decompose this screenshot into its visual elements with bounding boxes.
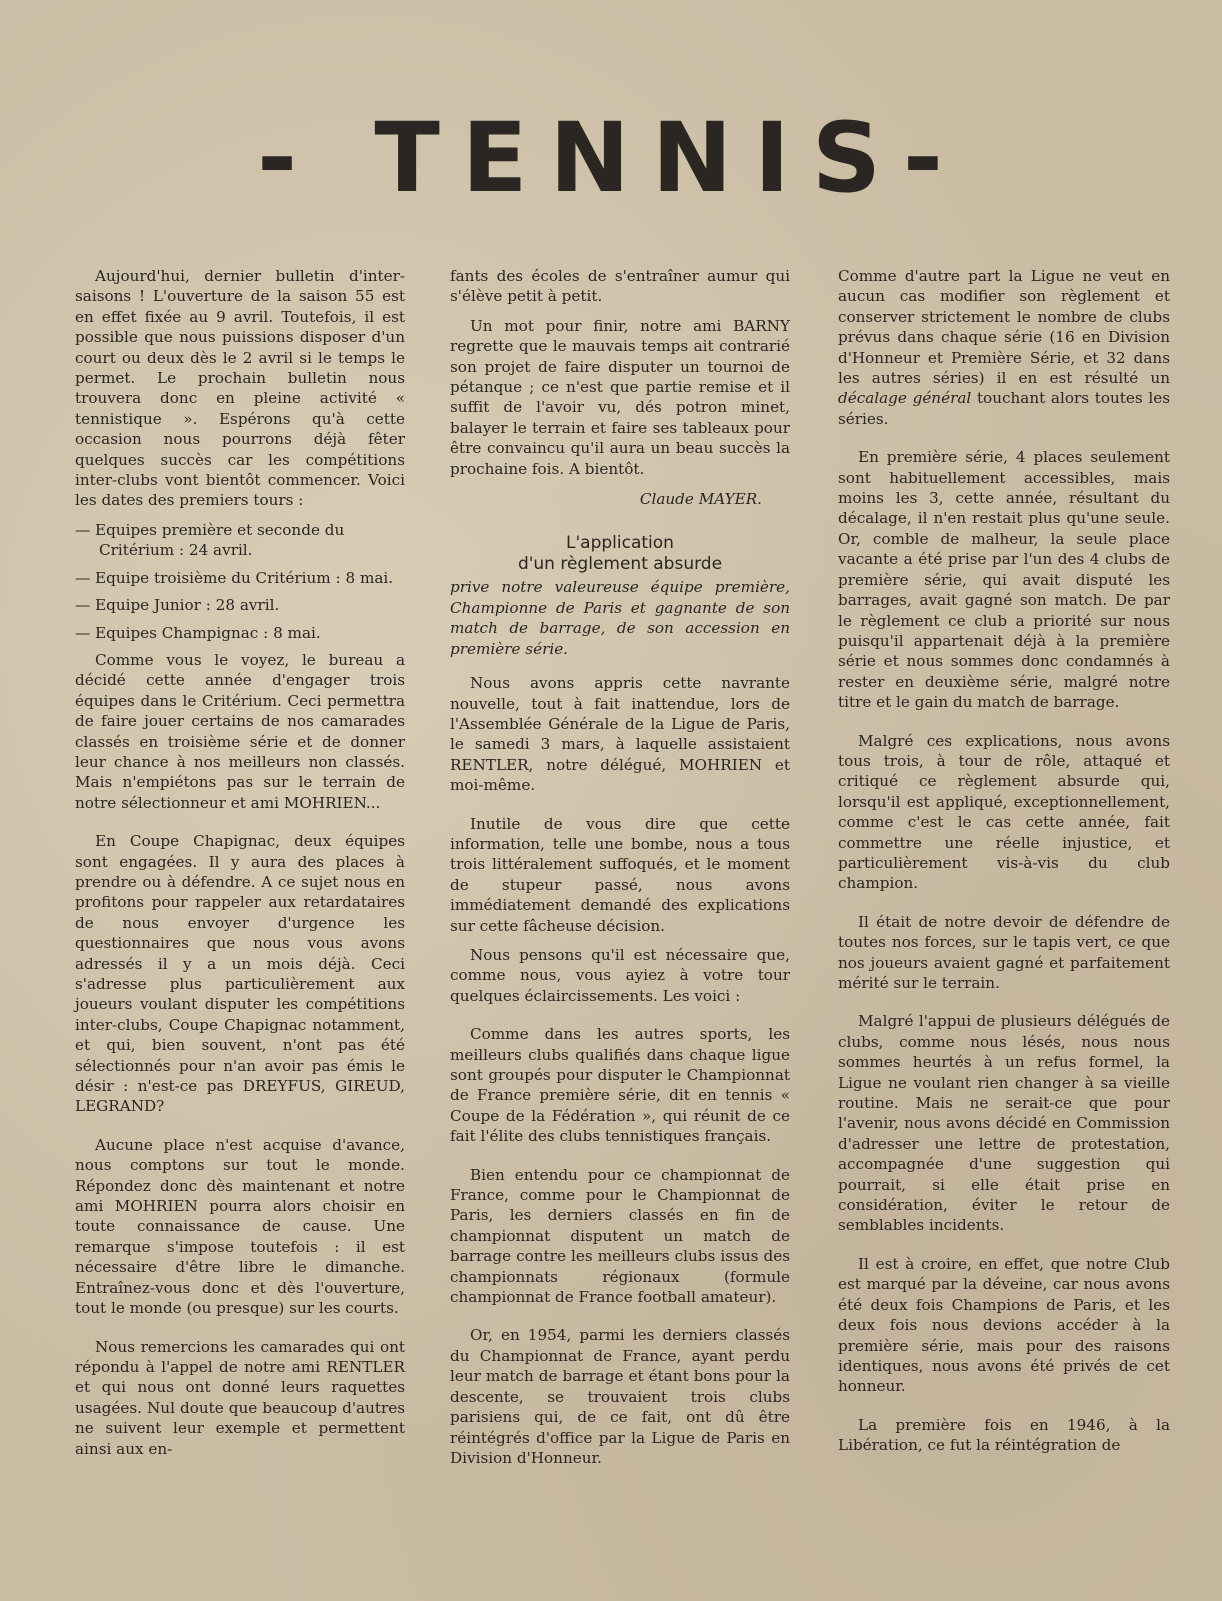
paragraph: Il est à croire, en effet, que notre Club est marqué par la déveine, car nous avons été deux fois Champions de Paris, et les deux fois nous devions accéder à la première série, mais pour des raisons identiques, nous avons été privés de cet honneur. xyxy=(838,1254,1170,1396)
paragraph: La première fois en 1946, à la Libération, ce fut la réintégration de xyxy=(838,1415,1170,1455)
heading-line-2: d'un règlement absurde xyxy=(517,554,723,575)
paragraph: Aujourd'hui, dernier bulletin d'inter-saisons ! L'ouverture de la saison 55 est en effet fixée au 9 avril. Toutefois, il est possible que nous puissions disposer d'un court ou deux dès le 2 avril si le temps le permet. Le prochain bulletin nous trouvera donc en pleine activité « tennistique ». Espérons qu'à cette occasion nous pourrons déjà fêter quelques succès car les compétitions inter-clubs vont bientôt commencer. Voici les dates des premiers tours : xyxy=(75,267,405,510)
paragraph: Nous remercions les camarades qui ont répondu à l'appel de notre ami RENTLER et qui nous ont donné leurs raquettes usagées. Nul doute que beaucoup d'autres ne suivent leur exemple et permettent ainsi aux en- xyxy=(75,1337,405,1458)
text-run: Comme d'autre part la Ligue ne veut en aucun cas modifier son règlement et conserver strictement le nombre de clubs prévus dans chaque série (16 en Division d'Honneur et Première Série, et 32 dans les autres séries) il en est résulté un xyxy=(838,267,1170,388)
article-heading xyxy=(450,533,790,575)
paragraph: Malgré l'appui de plusieurs délégués de clubs, comme nous lésés, nous nous sommes heurtés à un refus formel, la Ligue ne voulant rien changer à sa vieille routine. Mais ne serait-ce que pour l'avenir, nous avons décidé en Commission d'adresser une lettre de protestation, accompagnée d'une suggestion qui pourrait, si elle était prise en considération, éviter le retour de semblables incidents. xyxy=(838,1012,1170,1235)
paragraph: Un mot pour finir, notre ami BARNY regrette que le mauvais temps ait contrarié son projet de faire disputer un tournoi de pétanque ; ce n'est que partie remise et il suffit de l'avoir vu, dés potron minet, balayer le terrain et faire ses tableaux pour être convaincu qu'il aura un beau succès la prochaine fois. A bientôt. xyxy=(450,316,790,478)
column-3 xyxy=(838,266,1170,1465)
page-title: - TENNIS- xyxy=(257,102,965,214)
column-1 xyxy=(75,266,405,1468)
paragraph: Comme vous le voyez, le bureau a décidé cette année d'engager trois équipes dans le Critérium. Ceci permettra de faire jouer certains de nos camarades classés en troisième série et de donner leur chance à nos meilleurs non classés. Mais n'empiétons pas sur le terrain de notre sélectionneur et ami MOHRIEN... xyxy=(75,650,405,812)
paragraph: Nous avons appris cette navrante nouvelle, tout à fait inattendue, lors de l'Assemblée Générale de la Ligue de Paris, le samedi 3 mars, à laquelle assistaient RENTLER, notre délégué, MOHRIEN et moi-même. xyxy=(450,674,790,795)
author-signature: Claude MAYER. xyxy=(639,490,762,509)
paragraph: Aucune place n'est acquise d'avance, nous comptons sur tout le monde. Répondez donc dès maintenant et notre ami MOHRIEN pourra alors choisir en toute connaissance de cause. Une remarque s'impose toutefois : il est nécessaire d'être libre le dimanche. Entraînez-vous donc et dès l'ouverture, tout le monde (ou presque) sur les courts. xyxy=(75,1135,405,1318)
emphasis: décalage général xyxy=(838,389,972,408)
schedule-item: — Equipes première et seconde du Critérium : 24 avril. xyxy=(75,520,345,560)
paragraph: Inutile de vous dire que cette information, telle une bombe, nous a tous trois littéralement suffoqués, et le moment de stupeur passé, nous avons immédiatement demandé des explications sur cette fâcheuse décision. xyxy=(450,814,790,935)
column-2 xyxy=(450,266,790,1477)
paragraph: Il était de notre devoir de défendre de toutes nos forces, sur le tapis vert, ce que nos joueurs avaient gagné et parfaitement mérité sur le terrain. xyxy=(838,912,1170,992)
paragraph: En Coupe Chapignac, deux équipes sont engagées. Il y aura des places à prendre ou à défendre. A ce sujet nous en profitons pour rappeler aux retardataires de nous envoyer d'urgence les questionnaires que nous vous avons adressés il y a un mois déjà. Ceci s'adresse plus particulièrement aux joueurs voulant disputer les compétitions inter-clubs, Coupe Chapignac notamment, et qui, bien souvent, n'ont pas été sélectionnés pour n'an avoir pas émis le désir : n'est-ce pas DREYFUS, GIREUD, LEGRAND? xyxy=(75,832,405,1116)
heading-line-1: L'application xyxy=(566,533,674,554)
schedule-item: — Equipes Champignac : 8 mai. xyxy=(75,623,321,642)
text-run: touchant alors toutes les séries. xyxy=(838,389,1170,428)
paragraph: Malgré ces explications, nous avons tous trois, à tour de rôle, attaqué et critiqué ce règlement absurde qui, lorsqu'il est appliqué, exceptionnellement, comme c'est le cas cette année, fait commettre une réelle injustice, et particulièrement vis-à-vis du club champion. xyxy=(838,731,1170,893)
paragraph xyxy=(838,266,1170,429)
paragraph: Nous pensons qu'il est nécessaire que, comme nous, vous ayiez à votre tour quelques éclaircissements. Les voici : xyxy=(450,945,790,1005)
schedule-item: — Equipe troisième du Critérium : 8 mai. xyxy=(75,568,394,587)
paragraph: Bien entendu pour ce championnat de France, comme pour le Championnat de Paris, les derniers classés en fin de championnat disputent un match de barrage contre les meilleurs clubs issus des championnats régionaux (formule championnat de France football amateur). xyxy=(450,1165,790,1307)
schedule-item: — Equipe Junior : 28 avril. xyxy=(75,596,280,615)
paragraph: Comme dans les autres sports, les meilleurs clubs qualifiés dans chaque ligue sont groupés pour disputer le Championnat de France première série, dit en tennis « Coupe de la Fédération », qui réunit de ce fait l'élite des clubs tennistiques français. xyxy=(450,1025,790,1146)
paragraph: Or, en 1954, parmi les derniers classés du Championnat de France, ayant perdu leur match de barrage et étant bons pour la descente, se trouvaient trois clubs parisiens qui, de ce fait, ont dû être réintégrés d'office par la Ligue de Paris en Division d'Honneur. xyxy=(450,1326,790,1467)
paragraph: En première série, 4 places seulement sont habituellement accessibles, mais moins les 3, cette année, résultant du décalage, il n'en restait plus qu'une seule. Or, comble de malheur, la seule place vacante a été prise par l'un des 4 clubs de première série, qui avait disputé les barrages, avait gagné son match. De par le règlement ce club a priorité sur nous puisqu'il appartenait déjà à la première série et nous sommes donc condamnés à rester en deuxième série, malgré notre titre et le gain du match de barrage. xyxy=(838,448,1170,712)
article-subtitle: prive notre valeureuse équipe première, Championne de Paris et gagnante de son match de barrage, de son accession en première série. xyxy=(450,578,790,658)
paragraph: fants des écoles de s'entraîner aumur qui s'élève petit à petit. xyxy=(450,267,790,306)
